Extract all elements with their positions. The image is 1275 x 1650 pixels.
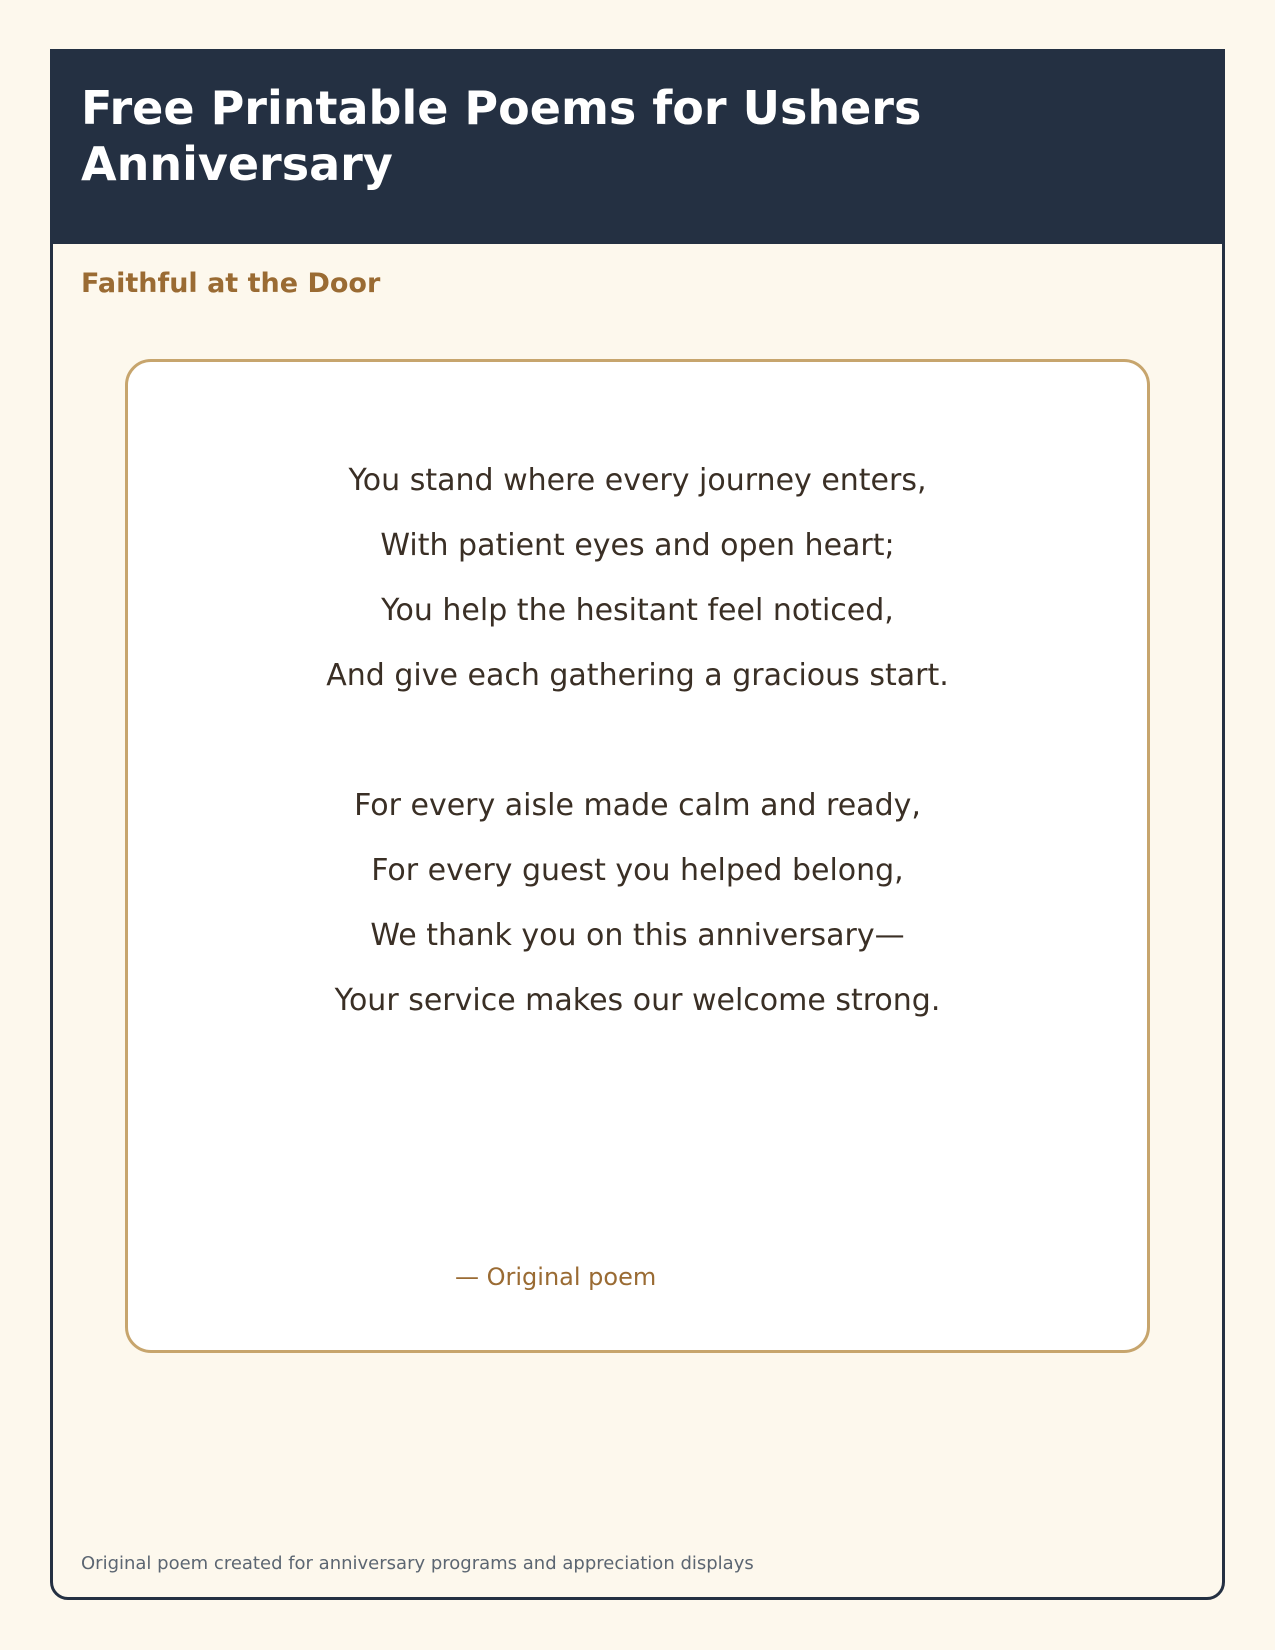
poem-stanza-1 [128,448,1147,708]
poem-line: You stand where every journey enters, [348,463,927,498]
poem-line: With patient eyes and open heart; [380,528,895,563]
header-banner [53,52,1222,244]
poem-line: We thank you on this anniversary— [370,918,905,953]
poem-attribution: — Original poem [455,1263,657,1291]
poem-line: And give each gathering a gracious start. [326,658,949,693]
poem-line: Your service makes our welcome strong. [334,983,941,1018]
poem-body [128,448,1147,1098]
poem-line: You help the hesitant feel noticed, [381,593,894,628]
footer-note: Original poem created for anniversary programs and appreciation displays [81,1553,754,1574]
poem-line: For every aisle made calm and ready, [354,788,921,823]
poem-line: For every guest you helped belong, [371,853,904,888]
printable-sheet [50,49,1225,1600]
page-title: Free Printable Poems for Ushers Anniversary [81,81,922,191]
poem-card [125,359,1150,1353]
poem-stanza-2 [128,773,1147,1033]
poem-title: Faithful at the Door [81,268,381,299]
